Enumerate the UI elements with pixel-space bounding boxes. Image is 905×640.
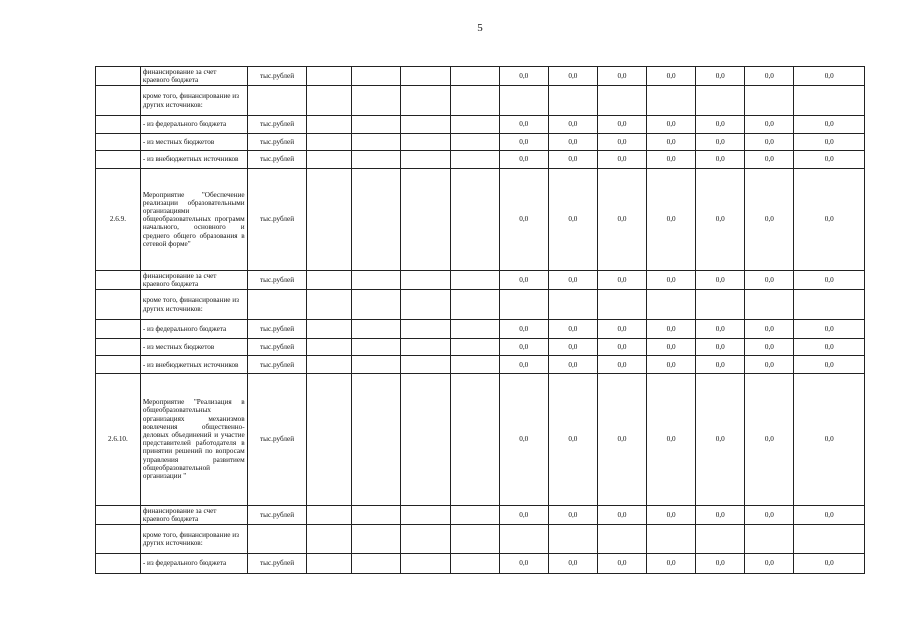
empty-cell [450,356,499,373]
row-code [96,525,141,553]
value-cell: 0,0 [794,319,865,338]
value-cell: 0,0 [499,553,548,573]
value-cell: 0,0 [696,339,745,356]
value-cell [794,290,865,319]
value-cell: 0,0 [696,505,745,524]
row-code [96,86,141,115]
value-cell: 0,0 [745,168,794,271]
value-cell: 0,0 [548,356,597,373]
value-cell: 0,0 [647,151,696,168]
value-cell: 0,0 [548,115,597,133]
empty-cell [450,339,499,356]
row-code: 2.6.10. [96,373,141,505]
value-cell: 0,0 [548,505,597,524]
empty-cell [450,553,499,573]
empty-cell [307,115,352,133]
value-cell: 0,0 [647,505,696,524]
value-cell: 0,0 [499,67,548,86]
value-cell: 0,0 [696,115,745,133]
row-unit: тыс.рублей [247,319,307,338]
value-cell: 0,0 [597,115,646,133]
empty-cell [352,505,401,524]
row-code [96,356,141,373]
value-cell: 0,0 [696,168,745,271]
empty-cell [401,168,450,271]
row-code [96,134,141,151]
value-cell [696,290,745,319]
value-cell: 0,0 [597,168,646,271]
value-cell: 0,0 [548,373,597,505]
value-cell: 0,0 [745,67,794,86]
value-cell: 0,0 [597,553,646,573]
row-unit: тыс.рублей [247,67,307,86]
empty-cell [352,67,401,86]
value-cell: 0,0 [647,553,696,573]
value-cell: 0,0 [794,168,865,271]
empty-cell [307,356,352,373]
value-cell: 0,0 [548,319,597,338]
empty-cell [352,525,401,553]
value-cell: 0,0 [696,67,745,86]
value-cell [548,290,597,319]
value-cell: 0,0 [548,151,597,168]
table-row [96,553,865,573]
value-cell: 0,0 [548,168,597,271]
value-cell: 0,0 [794,373,865,505]
value-cell: 0,0 [548,67,597,86]
budget-table [95,66,865,574]
table-row [96,271,865,290]
row-description: - из федерального бюджета [140,115,247,133]
empty-cell [307,525,352,553]
value-cell: 0,0 [794,271,865,290]
row-code: 2.6.9. [96,168,141,271]
value-cell: 0,0 [745,339,794,356]
value-cell: 0,0 [548,271,597,290]
value-cell: 0,0 [745,271,794,290]
value-cell: 0,0 [597,271,646,290]
empty-cell [401,67,450,86]
empty-cell [401,115,450,133]
empty-cell [450,290,499,319]
empty-cell [401,356,450,373]
empty-cell [307,290,352,319]
page-number: 5 [477,22,483,34]
value-cell: 0,0 [696,151,745,168]
value-cell: 0,0 [499,151,548,168]
empty-cell [307,134,352,151]
row-unit: тыс.рублей [247,356,307,373]
value-cell: 0,0 [597,373,646,505]
empty-cell [450,271,499,290]
table-row [96,151,865,168]
value-cell: 0,0 [745,505,794,524]
row-unit: тыс.рублей [247,134,307,151]
table-row [96,290,865,319]
row-description: кроме того, финансирование из других источников: [140,290,247,319]
value-cell: 0,0 [794,151,865,168]
value-cell [499,86,548,115]
row-description: - из федерального бюджета [140,319,247,338]
value-cell: 0,0 [794,339,865,356]
row-unit: тыс.рублей [247,339,307,356]
value-cell: 0,0 [548,553,597,573]
empty-cell [450,505,499,524]
table-row [96,525,865,553]
empty-cell [352,373,401,505]
empty-cell [352,290,401,319]
empty-cell [401,290,450,319]
empty-cell [307,339,352,356]
value-cell [696,525,745,553]
row-unit: тыс.рублей [247,373,307,505]
empty-cell [401,339,450,356]
empty-cell [401,134,450,151]
value-cell: 0,0 [696,553,745,573]
table-row [96,505,865,524]
empty-cell [352,115,401,133]
row-unit: тыс.рублей [247,151,307,168]
empty-cell [450,151,499,168]
empty-cell [401,373,450,505]
table-row [96,339,865,356]
empty-cell [401,151,450,168]
row-unit: тыс.рублей [247,168,307,271]
value-cell: 0,0 [647,356,696,373]
value-cell: 0,0 [647,373,696,505]
empty-cell [401,525,450,553]
empty-cell [450,319,499,338]
value-cell [647,525,696,553]
value-cell [647,290,696,319]
empty-cell [401,505,450,524]
row-code [96,67,141,86]
empty-cell [307,373,352,505]
row-code [96,271,141,290]
row-code [96,151,141,168]
empty-cell [307,505,352,524]
row-unit [247,290,307,319]
value-cell: 0,0 [499,339,548,356]
value-cell: 0,0 [745,553,794,573]
value-cell [499,525,548,553]
value-cell: 0,0 [647,134,696,151]
row-code [96,505,141,524]
row-description: кроме того, финансирование из других источников: [140,86,247,115]
value-cell [745,86,794,115]
row-description: финансирование за счет краевого бюджета [140,271,247,290]
value-cell: 0,0 [696,356,745,373]
value-cell: 0,0 [499,373,548,505]
row-description: Мероприятие "Обеспечение реализации образовательными организациями общеобразовательных программ начального, основного и среднего общего образования в сетевой форме" [140,168,247,271]
value-cell: 0,0 [499,271,548,290]
value-cell: 0,0 [647,168,696,271]
value-cell: 0,0 [745,319,794,338]
value-cell: 0,0 [499,115,548,133]
value-cell: 0,0 [597,505,646,524]
value-cell: 0,0 [597,339,646,356]
value-cell: 0,0 [745,134,794,151]
row-unit: тыс.рублей [247,115,307,133]
value-cell: 0,0 [794,134,865,151]
value-cell [597,290,646,319]
empty-cell [450,86,499,115]
value-cell: 0,0 [794,115,865,133]
value-cell [794,86,865,115]
value-cell: 0,0 [794,67,865,86]
row-description: Мероприятие "Реализация в общеобразовательных организациях механизмов вовлечения общественно-деловых объединений и участие представителей работодателя в принятии решений по вопросам управления развитием общеобразовательной организации " [140,373,247,505]
value-cell: 0,0 [597,356,646,373]
table-row [96,373,865,505]
empty-cell [401,86,450,115]
row-code [96,115,141,133]
empty-cell [352,319,401,338]
value-cell: 0,0 [745,115,794,133]
value-cell: 0,0 [597,134,646,151]
table-row [96,134,865,151]
value-cell: 0,0 [745,356,794,373]
value-cell [696,86,745,115]
value-cell: 0,0 [548,134,597,151]
value-cell [499,290,548,319]
empty-cell [307,168,352,271]
value-cell: 0,0 [696,134,745,151]
value-cell: 0,0 [647,339,696,356]
value-cell [548,86,597,115]
table-row [96,168,865,271]
empty-cell [401,271,450,290]
row-description: финансирование за счет краевого бюджета [140,505,247,524]
empty-cell [307,86,352,115]
value-cell: 0,0 [499,505,548,524]
row-code [96,319,141,338]
value-cell [548,525,597,553]
value-cell: 0,0 [647,115,696,133]
value-cell: 0,0 [597,319,646,338]
empty-cell [352,151,401,168]
value-cell: 0,0 [647,67,696,86]
empty-cell [307,271,352,290]
table-row [96,319,865,338]
row-description: - из внебюджетных источников [140,151,247,168]
value-cell: 0,0 [696,373,745,505]
value-cell: 0,0 [696,271,745,290]
value-cell: 0,0 [647,319,696,338]
empty-cell [307,319,352,338]
row-unit: тыс.рублей [247,271,307,290]
empty-cell [352,553,401,573]
table-row [96,67,865,86]
empty-cell [352,86,401,115]
empty-cell [450,525,499,553]
row-unit [247,86,307,115]
value-cell: 0,0 [696,319,745,338]
row-code [96,290,141,319]
value-cell: 0,0 [548,339,597,356]
empty-cell [450,134,499,151]
empty-cell [450,373,499,505]
row-description: финансирование за счет краевого бюджета [140,67,247,86]
value-cell [597,525,646,553]
value-cell: 0,0 [597,67,646,86]
row-code [96,339,141,356]
empty-cell [450,168,499,271]
empty-cell [352,356,401,373]
empty-cell [450,115,499,133]
row-description: кроме того, финансирование из других источников: [140,525,247,553]
row-description: - из местных бюджетов [140,339,247,356]
value-cell: 0,0 [794,356,865,373]
value-cell: 0,0 [745,373,794,505]
empty-cell [307,553,352,573]
value-cell: 0,0 [499,356,548,373]
value-cell [794,525,865,553]
empty-cell [352,271,401,290]
value-cell: 0,0 [597,151,646,168]
row-description: - из местных бюджетов [140,134,247,151]
value-cell: 0,0 [794,553,865,573]
empty-cell [401,319,450,338]
row-code [96,553,141,573]
table-row [96,86,865,115]
row-description: - из федерального бюджета [140,553,247,573]
value-cell: 0,0 [794,505,865,524]
value-cell [745,525,794,553]
value-cell: 0,0 [745,151,794,168]
value-cell: 0,0 [499,168,548,271]
empty-cell [450,67,499,86]
value-cell: 0,0 [647,271,696,290]
value-cell [745,290,794,319]
row-unit [247,525,307,553]
row-unit: тыс.рублей [247,505,307,524]
empty-cell [401,553,450,573]
table-row [96,356,865,373]
empty-cell [352,134,401,151]
row-description: - из внебюджетных источников [140,356,247,373]
table-row [96,115,865,133]
value-cell: 0,0 [499,319,548,338]
value-cell [647,86,696,115]
empty-cell [352,168,401,271]
empty-cell [307,151,352,168]
value-cell [597,86,646,115]
row-unit: тыс.рублей [247,553,307,573]
empty-cell [307,67,352,86]
value-cell: 0,0 [499,134,548,151]
empty-cell [352,339,401,356]
